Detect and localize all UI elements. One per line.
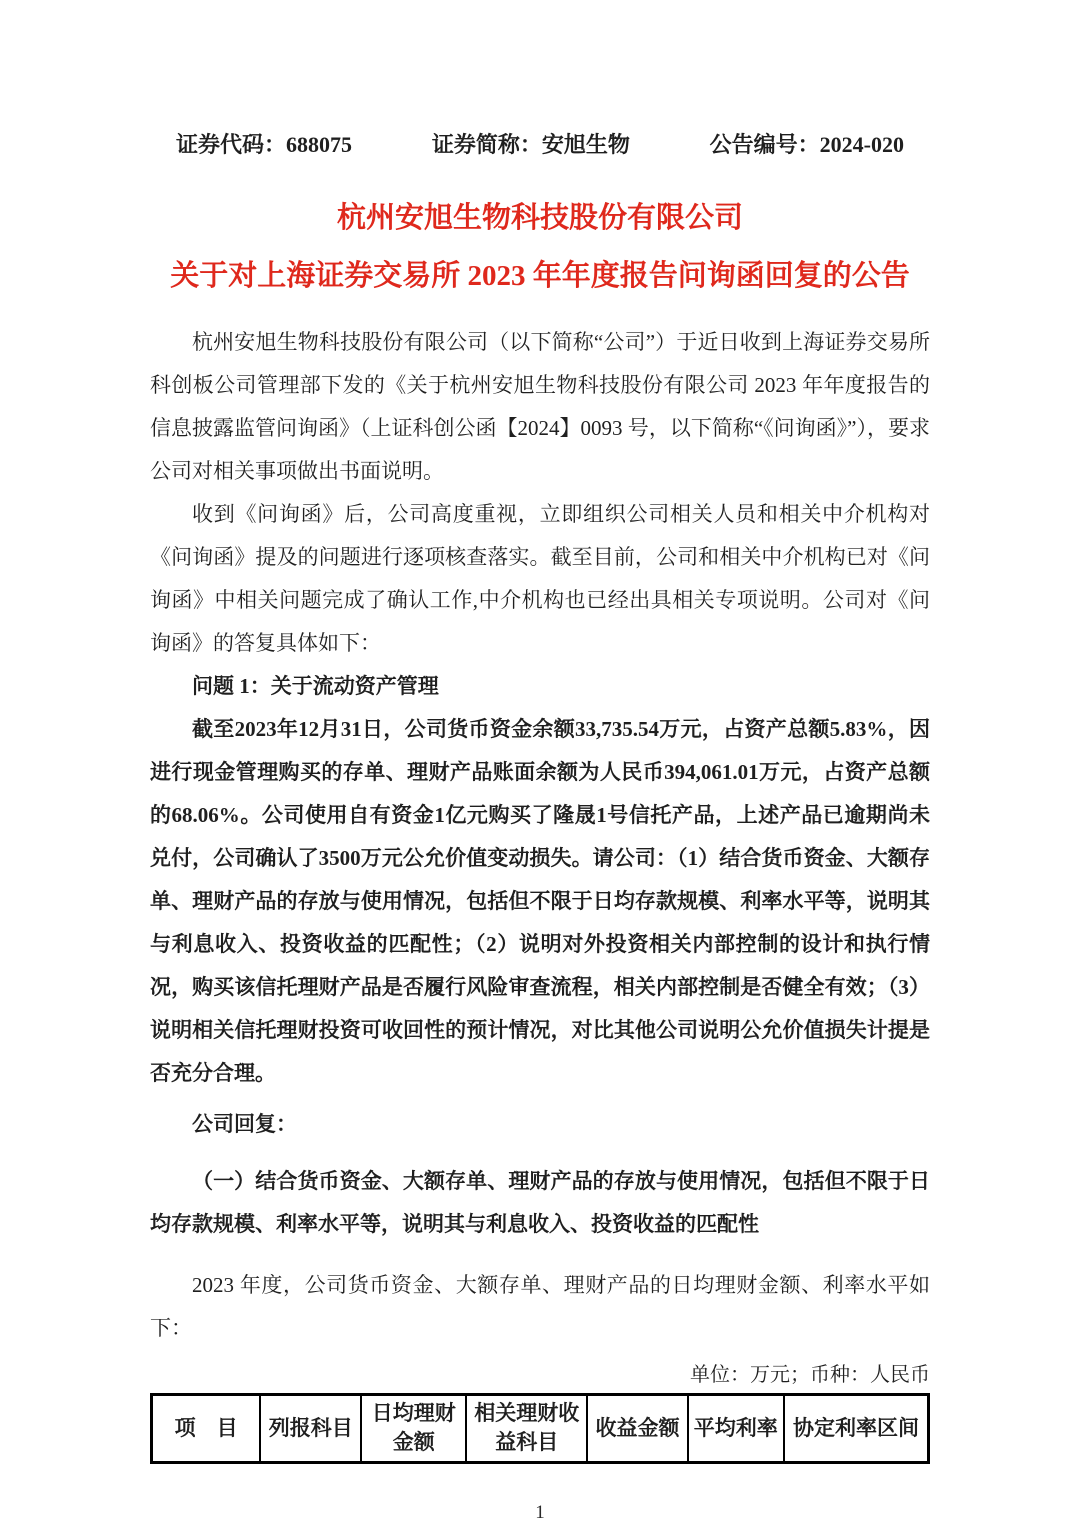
table-header-row: [152, 1395, 929, 1463]
document-content: [150, 128, 930, 1524]
table-header-agreed-rate-range: 协定利率区间: [784, 1395, 929, 1463]
table-header-income-subject: 相关理财收益科目: [466, 1395, 587, 1463]
announcement-number: 公告编号：2024-020: [709, 132, 904, 157]
stock-code: 证券代码：688075: [176, 132, 353, 157]
company-reply-label: 公司回复：: [192, 1112, 297, 1136]
table-header-report-subject: 列报科目: [260, 1395, 361, 1463]
wealth-management-table: [150, 1393, 930, 1464]
table-header-item: 项 目: [152, 1395, 261, 1463]
unit-currency-note: 单位：万元；币种：人民币: [690, 1364, 930, 1386]
table-header-daily-avg-amount: 日均理财金额: [361, 1395, 466, 1463]
doc-header: [150, 128, 930, 159]
stock-short-name: 证券简称：安旭生物: [431, 132, 630, 157]
section-one-heading: （一）结合货币资金、大额存单、理财产品的存放与使用情况，包括但不限于日均存款规模、利率水平等，说明其与利息收入、投资收益的匹配性: [150, 1169, 930, 1236]
section-intro-line: 2023 年度，公司货币资金、大额存单、理财产品的日均理财金额、利率水平如下：: [150, 1273, 930, 1340]
question-body: 截至2023年12月31日，公司货币资金余额33,735.54万元，占资产总额5.83%，因进行现金管理购买的存单、理财产品账面余额为人民币394,061.01万元，占资产总额的68.06%。公司使用自有资金1亿元购买了隆晟1号信托产品，上述产品已逾期尚未兑付，公司确认了3500万元公允价值变动损失。请公司：（1）结合货币资金、大额存单、理财产品的存放与使用情况，包括但不限于日均存款规模、利率水平等，说明其与利息收入、投资收益的匹配性；（2）说明对外投资相关内部控制的设计和执行情况，购买该信托理财产品是否履行风险审查流程，相关内部控制是否健全有效；（3）说明相关信托理财投资可收回性的预计情况，对比其他公司说明公允价值损失计提是否充分合理。: [150, 717, 930, 1085]
table-header-income-amount: 收益金额: [587, 1395, 687, 1463]
table-header-avg-rate: 平均利率: [688, 1395, 784, 1463]
page-number: 1: [535, 1501, 545, 1523]
question-heading: 问题 1：关于流动资产管理: [192, 674, 439, 698]
company-title: 杭州安旭生物科技股份有限公司: [336, 202, 743, 234]
intro-paragraph-1: 杭州安旭生物科技股份有限公司（以下简称“公司”）于近日收到上海证券交易所科创板公司管理部下发的《关于杭州安旭生物科技股份有限公司 2023 年年度报告的信息披露监管问询函》（上证科创公函【2024】0093 号，以下简称“《问询函》”），要求公司对相关事项做出书面说明。: [150, 330, 930, 483]
announcement-title: 关于对上海证券交易所 2023 年年度报告问询函回复的公告: [170, 260, 910, 292]
intro-paragraph-2: 收到《问询函》后，公司高度重视，立即组织公司相关人员和相关中介机构对《问询函》提及的问题进行逐项核查落实。截至目前，公司和相关中介机构已对《问询函》中相关问题完成了确认工作,中介机构也已经出具相关专项说明。公司对《问询函》的答复具体如下：: [150, 502, 930, 655]
